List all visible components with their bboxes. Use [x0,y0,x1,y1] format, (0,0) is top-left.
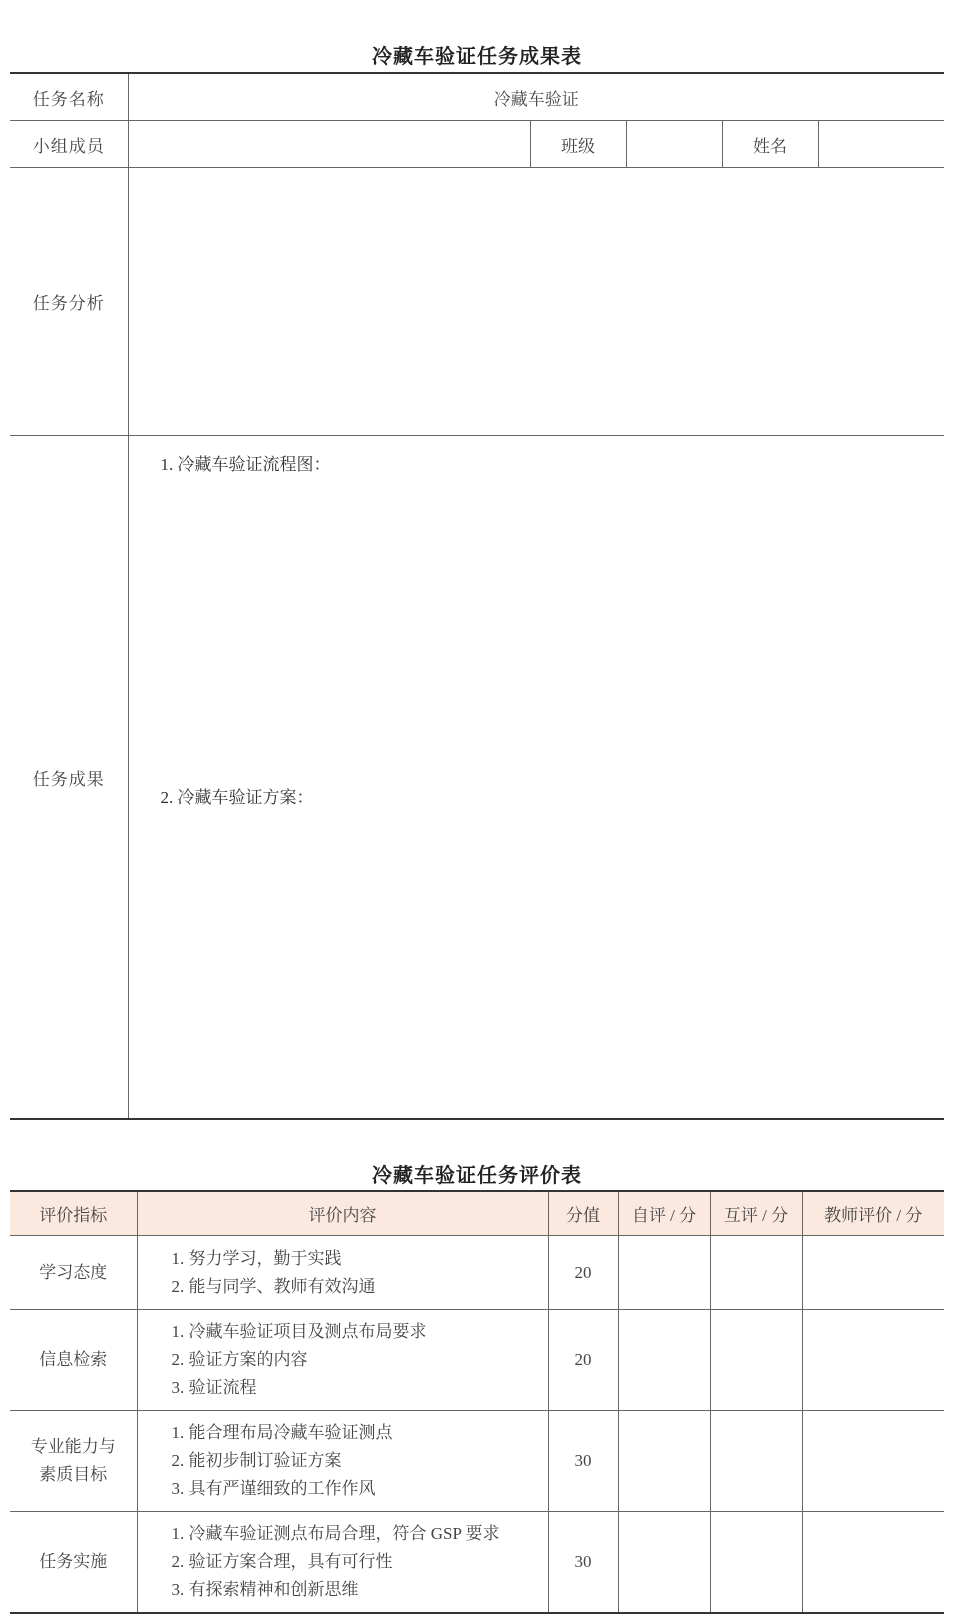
teacher-eval-field[interactable] [802,1310,944,1411]
header-content: 评价内容 [137,1191,548,1236]
header-teacher-eval: 教师评价 / 分 [802,1191,944,1236]
analysis-row [10,168,944,436]
peer-eval-field[interactable] [710,1512,802,1614]
task-name-value: 冷藏车验证 [128,73,944,121]
peer-eval-field[interactable] [710,1310,802,1411]
members-field[interactable] [128,121,530,168]
header-criterion: 评价指标 [10,1191,137,1236]
criterion-cell: 信息检索 [10,1310,137,1411]
content-cell: 1. 冷藏车验证测点布局合理，符合 GSP 要求 2. 验证方案合理，具有可行性 3. 有探索精神和创新思维 [137,1512,548,1614]
name-field[interactable] [818,121,944,168]
class-field[interactable] [626,121,722,168]
table-row [10,1236,944,1310]
result-table [10,72,944,1120]
content-cell: 1. 冷藏车验证项目及测点布局要求 2. 验证方案的内容 3. 验证流程 [137,1310,548,1411]
outcome-row [10,436,944,1120]
header-self-eval: 自评 / 分 [618,1191,710,1236]
eval-table [10,1190,944,1614]
outcome-label: 任务成果 [10,436,128,1120]
score-cell: 20 [548,1236,618,1310]
table-row [10,1310,944,1411]
self-eval-field[interactable] [618,1236,710,1310]
self-eval-field[interactable] [618,1310,710,1411]
self-eval-field[interactable] [618,1512,710,1614]
outcome-field[interactable] [128,436,944,1120]
name-label: 姓名 [722,121,818,168]
eval-header-row [10,1191,944,1236]
score-cell: 20 [548,1310,618,1411]
teacher-eval-field[interactable] [802,1236,944,1310]
teacher-eval-field[interactable] [802,1512,944,1614]
criterion-cell: 学习态度 [10,1236,137,1310]
header-peer-eval: 互评 / 分 [710,1191,802,1236]
peer-eval-field[interactable] [710,1236,802,1310]
header-score: 分值 [548,1191,618,1236]
peer-eval-field[interactable] [710,1411,802,1512]
content-cell: 1. 努力学习，勤于实践 2. 能与同学、教师有效沟通 [137,1236,548,1310]
score-cell: 30 [548,1411,618,1512]
analysis-label: 任务分析 [10,168,128,436]
content-cell: 1. 能合理布局冷藏车验证测点 2. 能初步制订验证方案 3. 具有严谨细致的工作作风 [137,1411,548,1512]
table-row [10,1512,944,1614]
outcome-item-flowchart: 1. 冷藏车验证流程图： [160,455,331,474]
analysis-field[interactable] [128,168,944,436]
self-eval-field[interactable] [618,1411,710,1512]
members-row [10,121,944,168]
result-table-title: 冷藏车验证任务成果表 [372,44,582,68]
class-label: 班级 [530,121,626,168]
score-cell: 30 [548,1512,618,1614]
outcome-item-plan: 2. 冷藏车验证方案： [160,788,314,807]
task-name-label: 任务名称 [10,73,128,121]
members-label: 小组成员 [10,121,128,168]
table-row [10,1411,944,1512]
criterion-cell: 专业能力与 素质目标 [10,1411,137,1512]
eval-table-title: 冷藏车验证任务评价表 [372,1163,582,1187]
criterion-cell: 任务实施 [10,1512,137,1614]
teacher-eval-field[interactable] [802,1411,944,1512]
task-name-row [10,73,944,121]
